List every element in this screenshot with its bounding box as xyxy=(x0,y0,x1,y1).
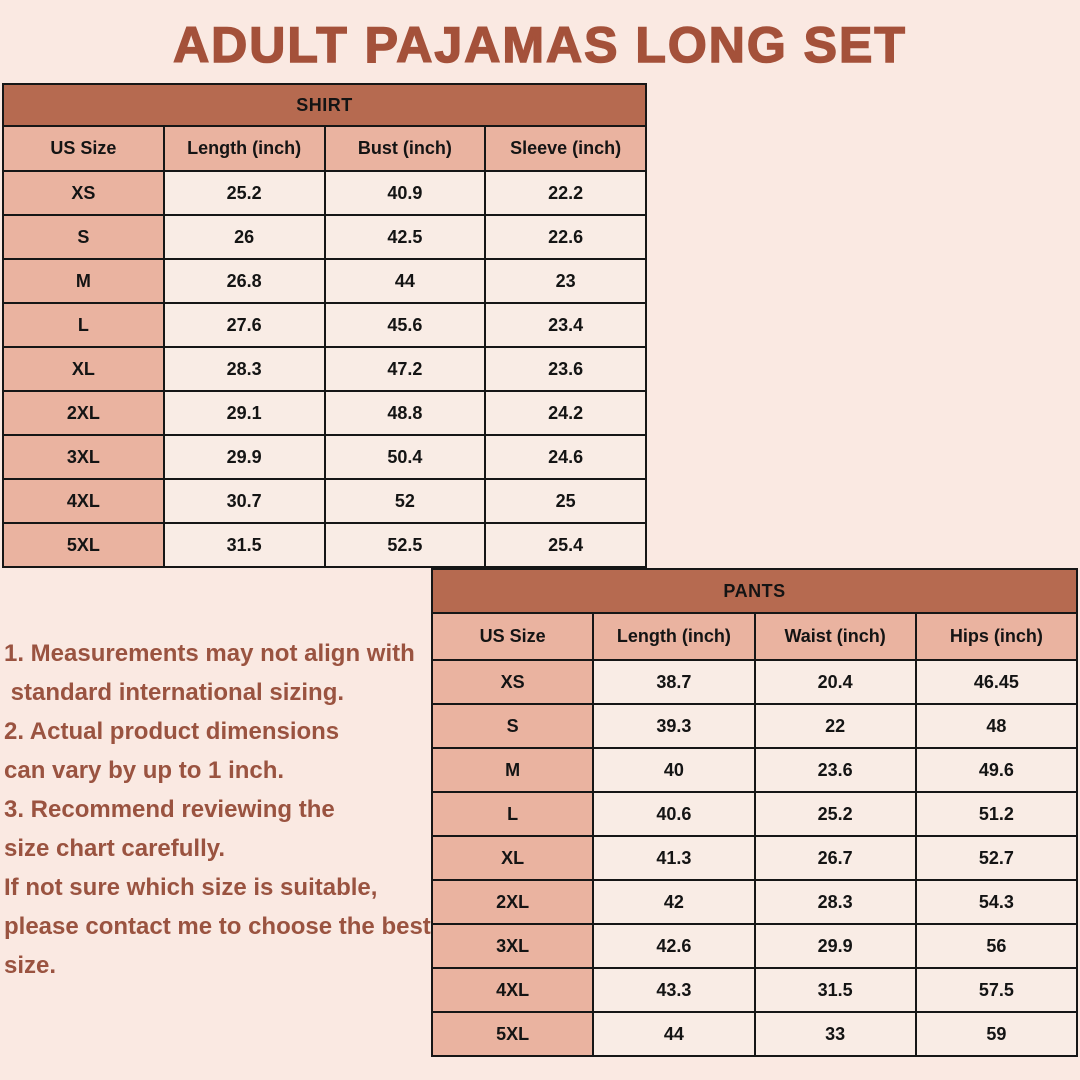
measurement-cell: 51.2 xyxy=(916,792,1077,836)
size-cell: M xyxy=(432,748,593,792)
measurement-cell: 52.5 xyxy=(325,523,486,567)
table-title-row xyxy=(3,84,646,126)
size-cell: 3XL xyxy=(3,435,164,479)
note-line: 2. Actual product dimensions xyxy=(4,718,340,745)
measurement-cell: 47.2 xyxy=(325,347,486,391)
measurement-cell: 29.1 xyxy=(164,391,325,435)
measurement-cell: 38.7 xyxy=(593,660,754,704)
size-cell: 2XL xyxy=(3,391,164,435)
measurement-cell: 23.6 xyxy=(485,347,646,391)
table-row xyxy=(3,303,646,347)
measurement-cell: 24.2 xyxy=(485,391,646,435)
measurement-cell: 46.45 xyxy=(916,660,1077,704)
column-header: Sleeve (inch) xyxy=(485,126,646,171)
column-header: Hips (inch) xyxy=(916,613,1077,660)
size-cell: 5XL xyxy=(3,523,164,567)
column-header-row xyxy=(3,126,646,171)
table-row xyxy=(432,660,1077,704)
table-row xyxy=(432,880,1077,924)
column-header: US Size xyxy=(3,126,164,171)
page-title: ADULT PAJAMAS LONG SET xyxy=(173,17,907,73)
measurement-cell: 28.3 xyxy=(755,880,916,924)
column-header: Length (inch) xyxy=(593,613,754,660)
measurement-cell: 44 xyxy=(325,259,486,303)
table-title-row xyxy=(432,569,1077,613)
table-row xyxy=(432,704,1077,748)
measurement-cell: 40.9 xyxy=(325,171,486,215)
size-cell: XS xyxy=(3,171,164,215)
measurement-cell: 24.6 xyxy=(485,435,646,479)
table-row xyxy=(3,215,646,259)
table-row xyxy=(3,435,646,479)
size-cell: L xyxy=(432,792,593,836)
measurement-cell: 22.6 xyxy=(485,215,646,259)
size-cell: 2XL xyxy=(432,880,593,924)
size-cell: 4XL xyxy=(432,968,593,1012)
measurement-cell: 26 xyxy=(164,215,325,259)
measurement-cell: 22.2 xyxy=(485,171,646,215)
column-header-row xyxy=(432,613,1077,660)
column-header: Bust (inch) xyxy=(325,126,486,171)
table-row xyxy=(3,347,646,391)
note-line: 1. Measurements may not align with xyxy=(4,640,415,667)
table-row xyxy=(432,748,1077,792)
note-line: If not sure which size is suitable, xyxy=(4,874,378,901)
measurement-cell: 41.3 xyxy=(593,836,754,880)
measurement-cell: 39.3 xyxy=(593,704,754,748)
pants-table-title: PANTS xyxy=(432,569,1077,613)
table-row xyxy=(3,259,646,303)
measurement-cell: 50.4 xyxy=(325,435,486,479)
measurement-cell: 31.5 xyxy=(164,523,325,567)
measurement-cell: 43.3 xyxy=(593,968,754,1012)
measurement-cell: 30.7 xyxy=(164,479,325,523)
table-row xyxy=(432,836,1077,880)
size-cell: XL xyxy=(3,347,164,391)
shirt-size-table xyxy=(2,83,647,568)
column-header: US Size xyxy=(432,613,593,660)
measurement-cell: 22 xyxy=(755,704,916,748)
table-row xyxy=(432,924,1077,968)
measurement-cell: 42 xyxy=(593,880,754,924)
size-cell: XL xyxy=(432,836,593,880)
note-line: can vary by up to 1 inch. xyxy=(4,757,285,784)
shirt-table-title: SHIRT xyxy=(3,84,646,126)
size-cell: 3XL xyxy=(432,924,593,968)
measurement-cell: 23 xyxy=(485,259,646,303)
note-line: please contact me to choose the best size. xyxy=(4,913,438,979)
measurement-cell: 42.5 xyxy=(325,215,486,259)
size-cell: S xyxy=(3,215,164,259)
measurement-cell: 25.2 xyxy=(164,171,325,215)
measurement-cell: 54.3 xyxy=(916,880,1077,924)
size-cell: 4XL xyxy=(3,479,164,523)
table-row xyxy=(3,523,646,567)
measurement-cell: 40.6 xyxy=(593,792,754,836)
column-header: Waist (inch) xyxy=(755,613,916,660)
table-row xyxy=(3,171,646,215)
notes xyxy=(4,634,464,985)
pants-size-table xyxy=(431,568,1078,1057)
measurement-cell: 44 xyxy=(593,1012,754,1056)
table-row xyxy=(432,792,1077,836)
measurement-cell: 57.5 xyxy=(916,968,1077,1012)
measurement-cell: 45.6 xyxy=(325,303,486,347)
measurement-cell: 42.6 xyxy=(593,924,754,968)
size-cell: M xyxy=(3,259,164,303)
measurement-cell: 52.7 xyxy=(916,836,1077,880)
measurement-cell: 56 xyxy=(916,924,1077,968)
size-cell: XS xyxy=(432,660,593,704)
measurement-cell: 25.4 xyxy=(485,523,646,567)
table-row xyxy=(3,479,646,523)
measurement-cell: 28.3 xyxy=(164,347,325,391)
measurement-cell: 25 xyxy=(485,479,646,523)
note-line: 3. Recommend reviewing the xyxy=(4,796,335,823)
measurement-cell: 29.9 xyxy=(755,924,916,968)
column-header: Length (inch) xyxy=(164,126,325,171)
measurement-cell: 48.8 xyxy=(325,391,486,435)
measurement-cell: 52 xyxy=(325,479,486,523)
measurement-cell: 33 xyxy=(755,1012,916,1056)
measurement-cell: 29.9 xyxy=(164,435,325,479)
measurement-cell: 59 xyxy=(916,1012,1077,1056)
measurement-cell: 26.8 xyxy=(164,259,325,303)
size-cell: S xyxy=(432,704,593,748)
size-cell: L xyxy=(3,303,164,347)
measurement-cell: 25.2 xyxy=(755,792,916,836)
note-line: size chart carefully. xyxy=(4,835,225,862)
measurement-cell: 26.7 xyxy=(755,836,916,880)
table-row xyxy=(432,968,1077,1012)
measurement-cell: 40 xyxy=(593,748,754,792)
size-cell: 5XL xyxy=(432,1012,593,1056)
measurement-cell: 31.5 xyxy=(755,968,916,1012)
measurement-cell: 27.6 xyxy=(164,303,325,347)
measurement-cell: 23.6 xyxy=(755,748,916,792)
table-row xyxy=(432,1012,1077,1056)
measurement-cell: 49.6 xyxy=(916,748,1077,792)
measurement-cell: 48 xyxy=(916,704,1077,748)
measurement-cell: 20.4 xyxy=(755,660,916,704)
note-line: standard international sizing. xyxy=(4,679,345,706)
table-row xyxy=(3,391,646,435)
measurement-cell: 23.4 xyxy=(485,303,646,347)
